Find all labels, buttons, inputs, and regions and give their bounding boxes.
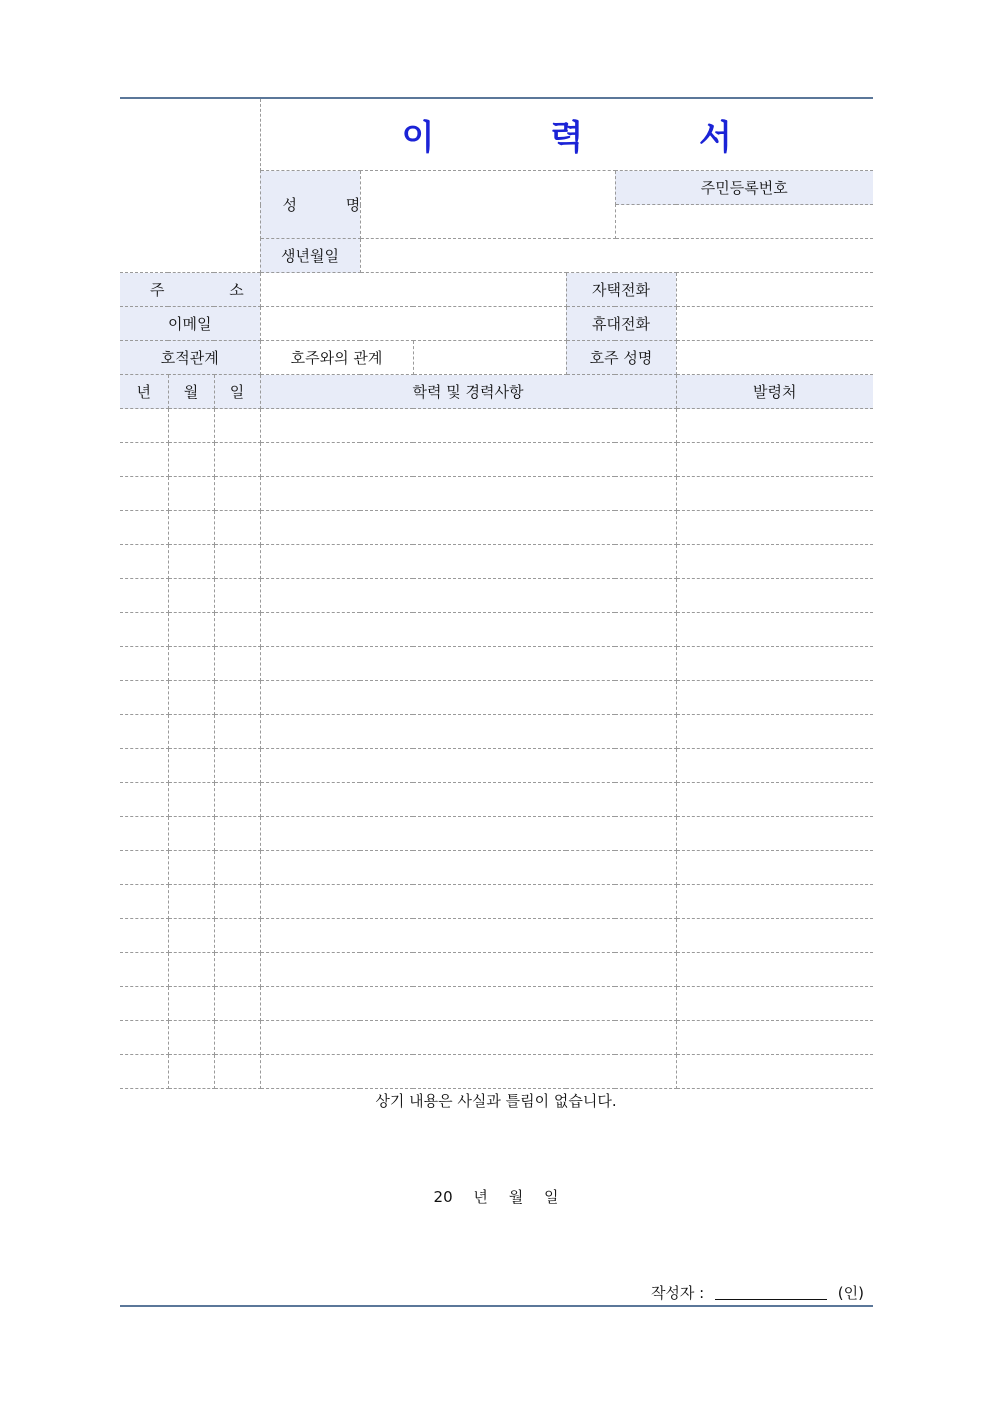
history-day-header: 일 [214, 375, 260, 409]
history-issuer-cell[interactable] [676, 409, 873, 443]
history-content-cell[interactable] [260, 511, 676, 545]
history-month-cell[interactable] [168, 477, 214, 511]
history-row [120, 409, 873, 443]
history-content-header: 학력 및 경력사항 [260, 375, 676, 409]
history-content-cell[interactable] [260, 443, 676, 477]
history-content-cell[interactable] [260, 885, 676, 919]
history-month-cell[interactable] [168, 579, 214, 613]
history-row [120, 783, 873, 817]
history-year-cell[interactable] [120, 409, 168, 443]
writer-signature [651, 1282, 864, 1303]
history-day-cell[interactable] [214, 1021, 260, 1055]
head-name-label: 호주 성명 [566, 341, 676, 375]
history-issuer-cell[interactable] [676, 817, 873, 851]
history-year-cell[interactable] [120, 987, 168, 1021]
history-content-cell[interactable] [260, 545, 676, 579]
history-content-cell[interactable] [260, 477, 676, 511]
birth-field[interactable] [360, 239, 873, 273]
email-label: 이메일 [120, 307, 260, 341]
name-label: 성 명 [260, 171, 360, 239]
history-month-cell[interactable] [168, 749, 214, 783]
history-month-cell[interactable] [168, 987, 214, 1021]
relation-to-head-field[interactable] [413, 341, 566, 375]
history-year-header: 년 [120, 375, 168, 409]
history-issuer-cell[interactable] [676, 443, 873, 477]
history-row [120, 919, 873, 953]
history-row [120, 579, 873, 613]
history-year-cell[interactable] [120, 579, 168, 613]
history-day-cell[interactable] [214, 477, 260, 511]
history-year-cell[interactable] [120, 715, 168, 749]
photo-area [120, 99, 260, 273]
history-year-cell[interactable] [120, 1021, 168, 1055]
history-content-cell[interactable] [260, 783, 676, 817]
history-day-cell[interactable] [214, 1055, 260, 1089]
history-issuer-cell[interactable] [676, 715, 873, 749]
home-phone-field[interactable] [676, 273, 873, 307]
history-day-cell[interactable] [214, 885, 260, 919]
history-month-cell[interactable] [168, 443, 214, 477]
history-month-cell[interactable] [168, 953, 214, 987]
history-content-cell[interactable] [260, 749, 676, 783]
history-row [120, 715, 873, 749]
history-content-cell[interactable] [260, 817, 676, 851]
date-prefix: 20 [433, 1188, 453, 1206]
history-month-cell[interactable] [168, 1021, 214, 1055]
history-day-cell[interactable] [214, 987, 260, 1021]
history-content-cell[interactable] [260, 851, 676, 885]
statement: 상기 내용은 사실과 틀림이 없습니다. [375, 1092, 617, 1110]
history-content-cell[interactable] [260, 1055, 676, 1089]
history-row [120, 443, 873, 477]
history-issuer-cell[interactable] [676, 647, 873, 681]
history-month-cell[interactable] [168, 851, 214, 885]
history-row [120, 1021, 873, 1055]
history-month-cell[interactable] [168, 647, 214, 681]
mobile-field[interactable] [676, 307, 873, 341]
history-month-cell[interactable] [168, 919, 214, 953]
history-day-cell[interactable] [214, 545, 260, 579]
history-month-cell[interactable] [168, 681, 214, 715]
date-line [0, 1186, 992, 1207]
history-issuer-cell[interactable] [676, 681, 873, 715]
history-day-cell[interactable] [214, 579, 260, 613]
history-row [120, 749, 873, 783]
history-month-cell[interactable] [168, 715, 214, 749]
resume-form-table [120, 99, 873, 1089]
history-year-cell[interactable] [120, 477, 168, 511]
date-day-label: 일 [543, 1188, 559, 1206]
history-year-cell[interactable] [120, 511, 168, 545]
history-issuer-cell[interactable] [676, 511, 873, 545]
history-year-cell[interactable] [120, 749, 168, 783]
history-issuer-cell[interactable] [676, 545, 873, 579]
history-year-cell[interactable] [120, 545, 168, 579]
history-year-cell[interactable] [120, 613, 168, 647]
history-month-cell[interactable] [168, 511, 214, 545]
history-day-cell[interactable] [214, 647, 260, 681]
history-month-cell[interactable] [168, 409, 214, 443]
history-issuer-header: 발령처 [676, 375, 873, 409]
history-year-cell[interactable] [120, 1055, 168, 1089]
resident-no-label: 주민등록번호 [615, 171, 873, 205]
history-row [120, 817, 873, 851]
bottom-rule [120, 1305, 873, 1307]
history-day-cell[interactable] [214, 681, 260, 715]
history-content-cell[interactable] [260, 987, 676, 1021]
history-issuer-cell[interactable] [676, 953, 873, 987]
history-content-cell[interactable] [260, 647, 676, 681]
history-day-cell[interactable] [214, 919, 260, 953]
writer-signature-line[interactable] [715, 1285, 827, 1300]
history-issuer-cell[interactable] [676, 749, 873, 783]
history-row [120, 647, 873, 681]
history-year-cell[interactable] [120, 647, 168, 681]
history-row [120, 987, 873, 1021]
birth-label: 생년월일 [260, 239, 360, 273]
resident-no-field[interactable] [615, 205, 873, 239]
history-content-cell[interactable] [260, 715, 676, 749]
history-issuer-cell[interactable] [676, 579, 873, 613]
family-relation-label: 호적관계 [120, 341, 260, 375]
history-row [120, 511, 873, 545]
home-phone-label: 자택전화 [566, 273, 676, 307]
history-issuer-cell[interactable] [676, 851, 873, 885]
email-field[interactable] [260, 307, 566, 341]
date-year-label: 년 [473, 1188, 488, 1206]
history-issuer-cell[interactable] [676, 987, 873, 1021]
history-year-cell[interactable] [120, 783, 168, 817]
history-content-cell[interactable] [260, 919, 676, 953]
history-row [120, 681, 873, 715]
history-row [120, 477, 873, 511]
history-content-cell[interactable] [260, 579, 676, 613]
history-content-cell[interactable] [260, 1021, 676, 1055]
history-year-cell[interactable] [120, 851, 168, 885]
history-day-cell[interactable] [214, 749, 260, 783]
history-month-header: 월 [168, 375, 214, 409]
history-row [120, 545, 873, 579]
history-year-cell[interactable] [120, 953, 168, 987]
history-issuer-cell[interactable] [676, 1021, 873, 1055]
mobile-label: 휴대전화 [566, 307, 676, 341]
history-day-cell[interactable] [214, 715, 260, 749]
history-year-cell[interactable] [120, 919, 168, 953]
date-month-label: 월 [508, 1188, 524, 1206]
history-day-cell[interactable] [214, 443, 260, 477]
name-field[interactable] [360, 171, 615, 239]
history-row [120, 851, 873, 885]
history-day-cell[interactable] [214, 817, 260, 851]
history-issuer-cell[interactable] [676, 477, 873, 511]
history-year-cell[interactable] [120, 681, 168, 715]
history-issuer-cell[interactable] [676, 613, 873, 647]
history-month-cell[interactable] [168, 613, 214, 647]
history-year-cell[interactable] [120, 885, 168, 919]
history-content-cell[interactable] [260, 953, 676, 987]
writer-label: 작성자 : [650, 1284, 705, 1302]
history-month-cell[interactable] [168, 817, 214, 851]
history-day-cell[interactable] [214, 783, 260, 817]
history-issuer-cell[interactable] [676, 783, 873, 817]
history-day-cell[interactable] [214, 409, 260, 443]
history-month-cell[interactable] [168, 1055, 214, 1089]
relation-to-head-label: 호주와의 관계 [260, 341, 413, 375]
history-day-cell[interactable] [214, 511, 260, 545]
history-year-cell[interactable] [120, 817, 168, 851]
history-month-cell[interactable] [168, 885, 214, 919]
history-month-cell[interactable] [168, 783, 214, 817]
history-row [120, 1055, 873, 1089]
history-day-cell[interactable] [214, 953, 260, 987]
history-row [120, 885, 873, 919]
history-issuer-cell[interactable] [676, 919, 873, 953]
history-row [120, 613, 873, 647]
history-issuer-cell[interactable] [676, 1055, 873, 1089]
page-title: 이 력 서 [260, 99, 873, 171]
history-content-cell[interactable] [260, 681, 676, 715]
history-content-cell[interactable] [260, 613, 676, 647]
history-issuer-cell[interactable] [676, 885, 873, 919]
history-year-cell[interactable] [120, 443, 168, 477]
head-name-field[interactable] [676, 341, 873, 375]
history-content-cell[interactable] [260, 409, 676, 443]
history-row [120, 953, 873, 987]
history-day-cell[interactable] [214, 613, 260, 647]
address-field[interactable] [260, 273, 566, 307]
address-label: 주 소 [120, 273, 260, 307]
seal-label: (인) [837, 1284, 864, 1302]
history-day-cell[interactable] [214, 851, 260, 885]
history-month-cell[interactable] [168, 545, 214, 579]
